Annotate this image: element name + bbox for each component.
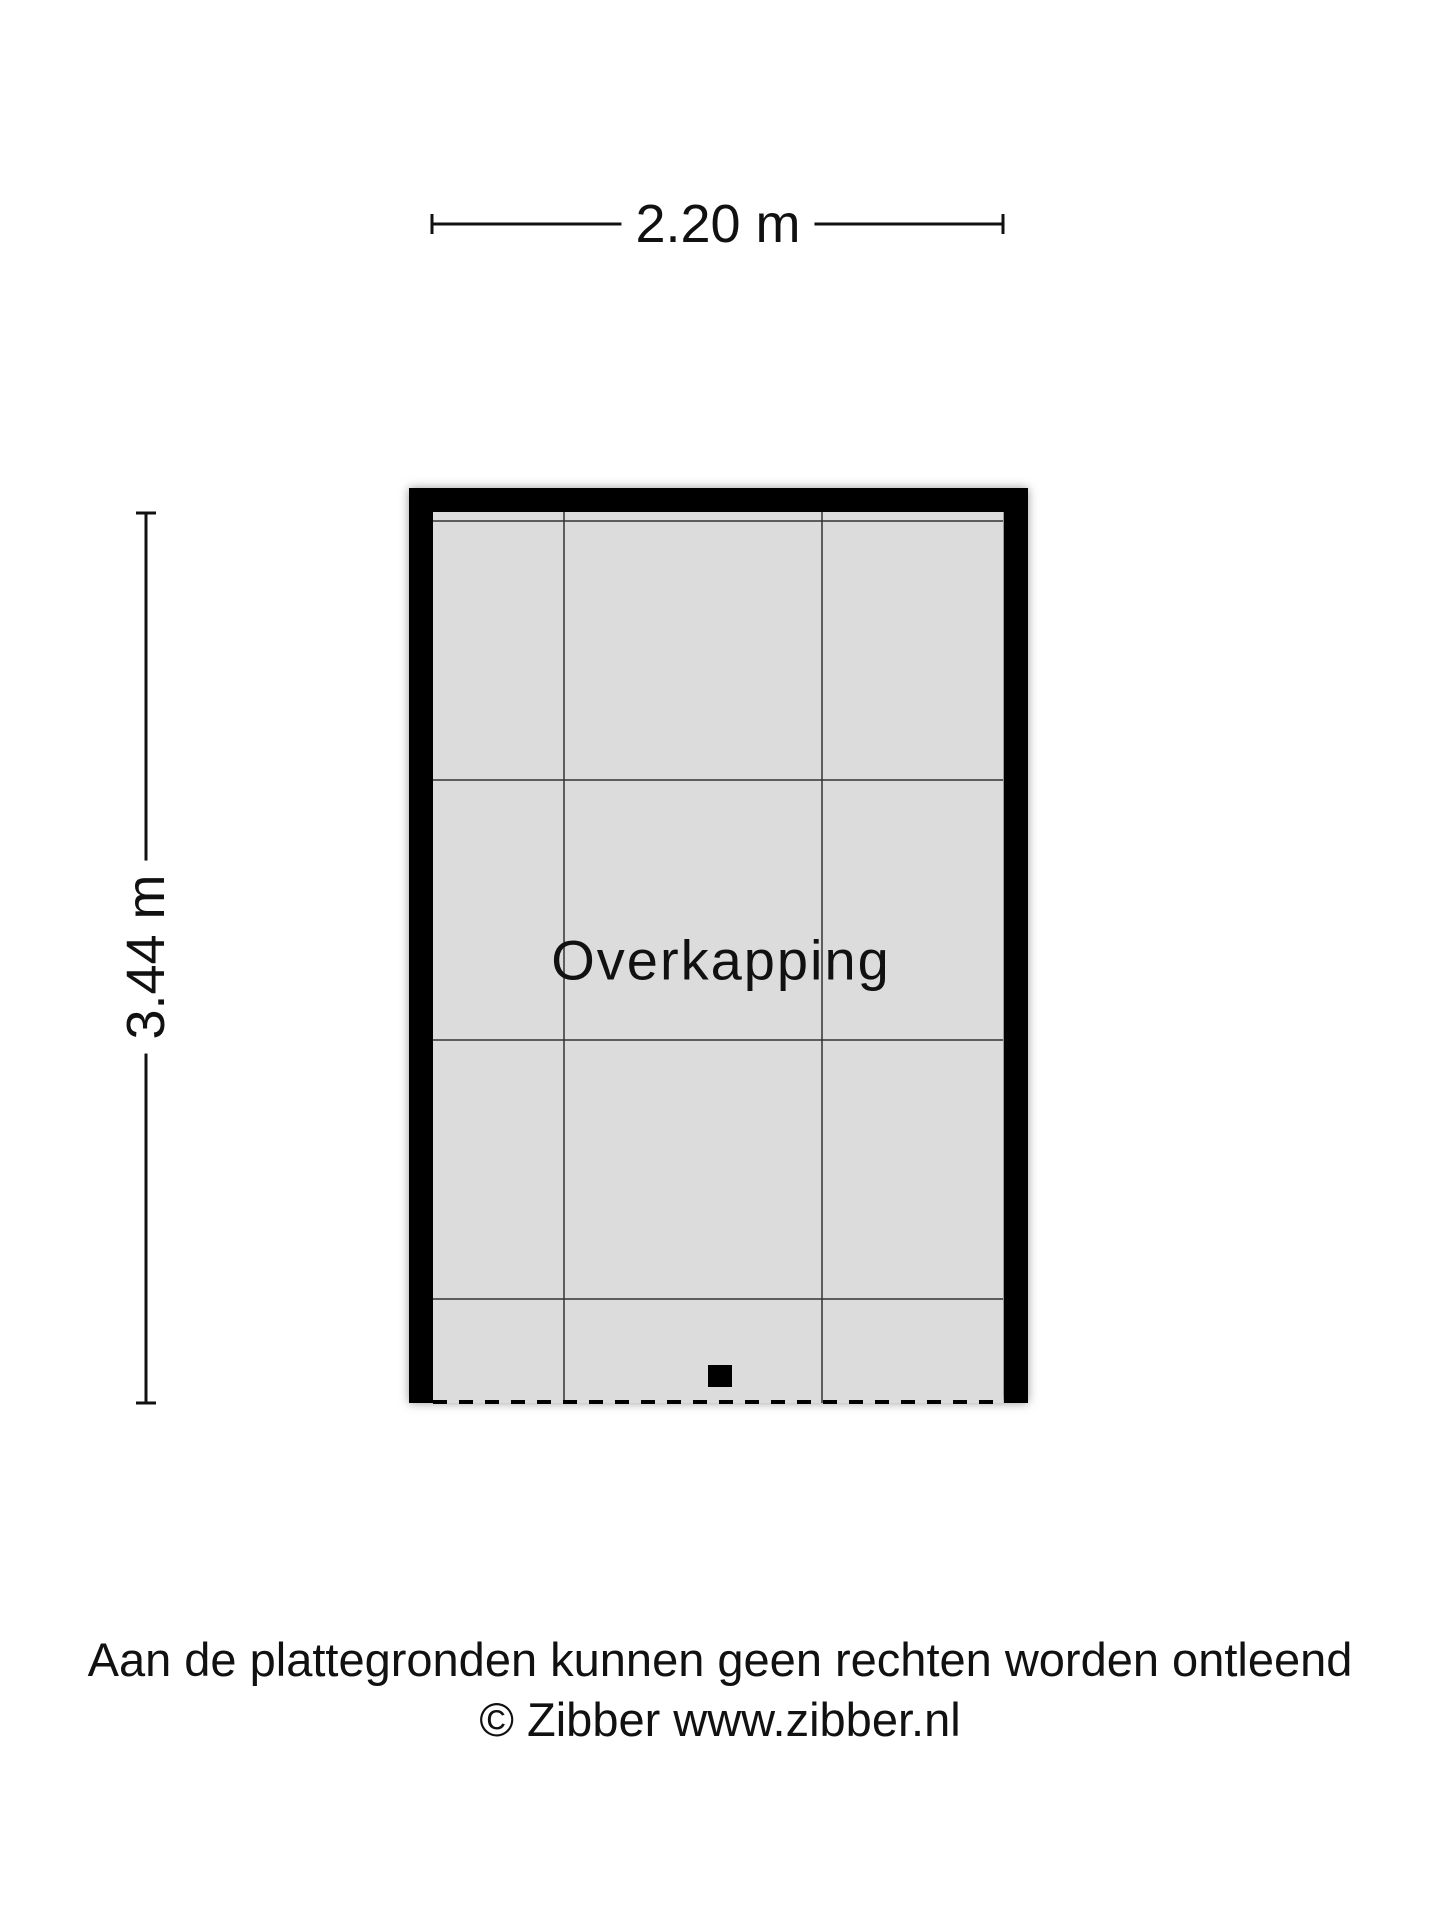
height-label: 3.44 m: [115, 860, 177, 1053]
post-column: [708, 1365, 732, 1387]
room-label: Overkapping: [551, 928, 891, 992]
width-label: 2.20 m: [621, 193, 814, 255]
disclaimer-text: Aan de plattegronden kunnen geen rechten worden ontleend: [87, 1633, 1353, 1686]
copyright-text: © Zibber www.zibber.nl: [479, 1693, 961, 1746]
